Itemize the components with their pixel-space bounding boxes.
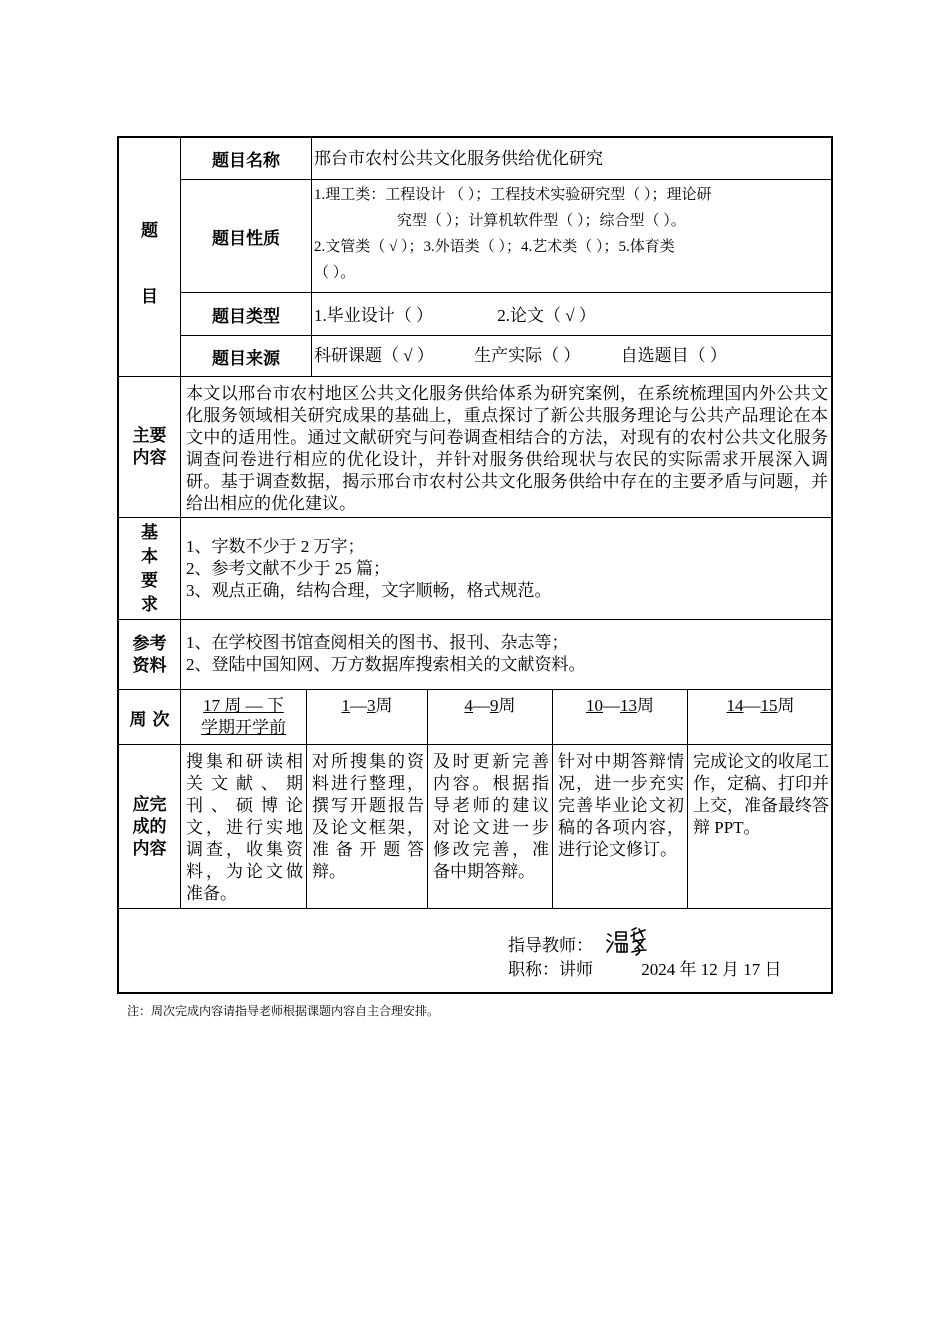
col-divider [687,689,688,908]
week-3-end: 9 [490,696,499,715]
topic-title-value: 邢台市农村公共文化服务供给优化研究 [314,149,603,168]
main-content-text: 本文以邢台市农村地区公共文化服务供给体系为研究案例，在系统梳理国内外公共文化服务领域相关研究成果的基础上，重点探讨了新公共服务理论与公共产品理论在本文中的适用性。通过文献研究与问卷调查相结合的方法，对现有的农村公共文化服务调查问卷进行相应的优化设计，并针对服务供给现状与农民的实际需求开展深入调研。基于调查数据，揭示邢台市农村公共文化服务供给中存在的主要矛盾与问题，并给出相应的优化建议。 [186,384,828,513]
list-item: 1、字数不少于 2 万字； [186,537,365,556]
week-5-unit: 周 [777,696,795,715]
topic-side-label-2: 目 [141,287,158,307]
week-period-3 [428,695,552,717]
week-3-start: 4 [464,696,473,715]
topic-nature-options [312,182,833,292]
col-divider [552,689,553,908]
week-period-1 [181,695,306,739]
week-3-sep: — [473,696,490,715]
topic-side-label [119,138,180,376]
tasks-label-1: 应完 [132,794,167,815]
task-period-5: 完成论文的收尾工作，定稿、打印并上交，准备最终答辩 PPT。 [693,752,829,837]
list-item: 3、观点正确，结构合理，文字顺畅，格式规范。 [186,581,552,600]
col-divider [427,689,428,908]
list-item: 1、在学校图书馆查阅相关的图书、报刊、杂志等； [186,633,569,652]
tasks-label-2: 成的 [132,816,167,837]
list-item: 2、登陆中国知网、万方数据库搜索相关的文献资料。 [186,655,586,674]
type-option-thesis: 2.论文（ √ ） [497,306,596,325]
row-divider [119,689,833,690]
task-form-table [117,136,833,994]
references-label [119,620,180,689]
requirements-label [119,518,180,619]
week-label: 周 次 [129,709,170,730]
advisor-line [508,935,593,957]
week-period-2 [307,695,427,717]
main-content-label [119,377,180,517]
row-divider [119,744,833,745]
tasks-label [119,745,180,908]
type-option-design: 1.毕业设计（ ） [314,306,433,325]
sign-date: 2024 年 12 月 17 日 [641,960,782,979]
footnote: 注：周次完成内容请指导老师根据课题内容自主合理安排。 [127,1004,440,1018]
week-period-4 [553,695,687,717]
week-4-unit: 周 [637,696,654,715]
nature-line-2: 究型（ ）；计算机软件型（ ）；综合型（ ）。 [397,213,686,229]
row-divider [119,376,833,377]
week-5-sep: — [743,696,761,715]
topic-title-label: 题目名称 [212,151,280,171]
requirements-label-3: 要 [141,570,158,591]
nature-line-3: 2.文管类（ √ ）；3.外语类（ ）；4.艺术类（ ）；5.体育类 [314,239,675,255]
week-1-end: 下 [266,696,284,715]
advisor-signature [603,922,657,958]
advisor-title: 职称：讲师 [508,960,593,979]
source-option-production: 生产实际（ ） [474,346,581,365]
week-2-unit: 周 [375,696,393,715]
references-list [186,632,828,676]
requirements-list [186,536,828,602]
task-period-4: 针对中期答辩情况，进一步充实完善毕业论文初稿的各项内容，进行论文修订。 [558,752,684,859]
topic-source-options [312,336,833,376]
references-label-1: 参考 [132,633,167,654]
week-2-end: 3 [367,696,376,715]
list-item: 2、参考文献不少于 25 篇； [186,559,390,578]
main-content-label-1: 主要 [132,426,167,446]
topic-side-label-1: 题 [141,221,158,241]
advisor-title-line [508,959,782,981]
row-divider [119,619,833,620]
week-period-5 [688,695,833,717]
nature-line-1: 1.理工类：工程设计 （ ）；工程技术实验研究型（ ）；理论研 [314,187,712,203]
week-4-sep: — [603,696,620,715]
task-period-3: 及时更新完善内容。根据指导老师的建议对论文进一步修改完善，准备中期答辩。 [433,752,549,881]
requirements-label-4: 求 [141,594,158,615]
task-period-1: 搜集和研读相关文献、期刊、硕博论文，进行实地调查，收集资料，为论文做准备。 [186,752,303,903]
week-2-sep: — [350,696,367,715]
advisor-label: 指导教师： [508,936,593,955]
topic-source-label: 题目来源 [212,348,280,369]
source-option-research: 科研课题（ √ ） [314,346,434,365]
tasks-label-3: 内容 [132,838,167,859]
topic-type-options [312,293,833,335]
week-1-line2: 学期开学前 [201,718,286,737]
topic-nature-label: 题目性质 [212,228,280,249]
week-4-end: 13 [620,696,637,715]
week-5-start: 14 [726,696,744,715]
requirements-label-1: 基 [141,522,158,543]
row-divider [119,908,833,909]
task-period-2: 对所搜集的资料进行整理，撰写开题报告及论文框架，准备开题答辩。 [312,752,424,881]
week-2-start: 1 [341,696,350,715]
week-4-start: 10 [586,696,603,715]
week-1-start: 17 周 [203,696,242,715]
topic-type-label: 题目类型 [212,306,280,327]
main-content-label-2: 内容 [132,448,167,468]
requirements-label-2: 本 [141,546,158,567]
source-option-self: 自选题目（ ） [620,346,727,365]
week-1-sep: — [245,696,263,715]
handwritten-signature [603,922,657,958]
week-5-end: 15 [760,696,778,715]
week-3-unit: 周 [498,696,516,715]
row-divider [119,517,833,518]
references-label-2: 资料 [132,655,167,676]
col-divider [306,689,307,908]
nature-line-4: （ ）。 [314,265,356,281]
